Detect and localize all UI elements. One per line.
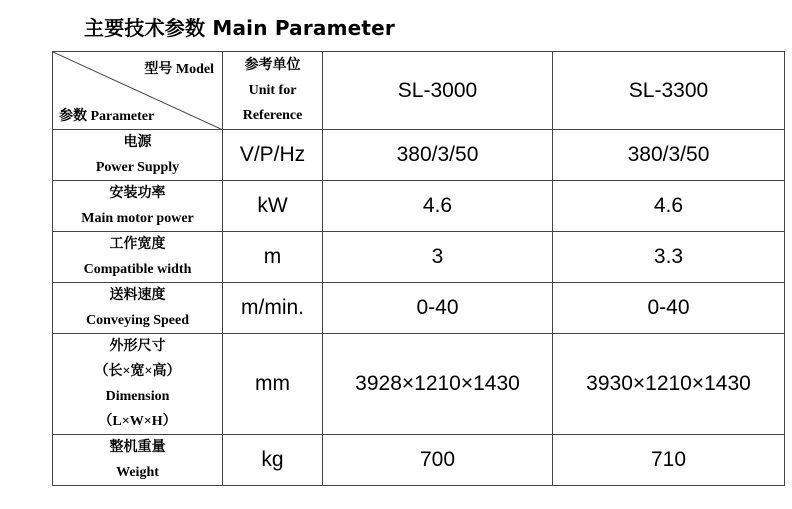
parameter-name-line: （L×W×H） bbox=[98, 414, 177, 429]
parameter-name-line: Power Supply bbox=[95, 160, 180, 175]
value-sl3000-cell: 0-40 bbox=[323, 283, 553, 334]
unit-cell: m bbox=[223, 232, 323, 283]
value-sl3300-cell: 0-40 bbox=[553, 283, 785, 334]
value-sl3000-cell: 3928×1210×1430 bbox=[323, 334, 553, 435]
value-sl3300-cell: 3930×1210×1430 bbox=[553, 334, 785, 435]
parameter-name-line: 送料速度 bbox=[109, 288, 166, 303]
value-sl3300-cell: 3.3 bbox=[553, 232, 785, 283]
parameter-name-line: Dimension bbox=[105, 389, 170, 404]
value-sl3000-cell: 3 bbox=[323, 232, 553, 283]
value-sl3000-cell: 700 bbox=[323, 435, 553, 486]
corner-parameter-label: 参数 Parameter bbox=[59, 109, 155, 124]
parameter-name-line: 电源 bbox=[123, 135, 152, 150]
value-sl3000-cell: 4.6 bbox=[323, 181, 553, 232]
parameter-name-line: 整机重量 bbox=[109, 440, 166, 455]
model-header-sl3000: SL-3000 bbox=[323, 52, 553, 130]
table-row bbox=[53, 181, 785, 232]
page-title: 主要技术参数 Main Parameter bbox=[84, 16, 395, 40]
unit-header-en-1: Unit for bbox=[248, 83, 297, 98]
value-sl3000-cell: 380/3/50 bbox=[323, 130, 553, 181]
corner-model-label: 型号 Model bbox=[144, 62, 214, 77]
table-header-row bbox=[53, 52, 785, 130]
parameter-name-line: （长×宽×高） bbox=[94, 364, 181, 379]
parameter-name-line: Weight bbox=[116, 465, 159, 480]
unit-cell: m/min. bbox=[223, 283, 323, 334]
unit-cell: kW bbox=[223, 181, 323, 232]
unit-cell: kg bbox=[223, 435, 323, 486]
parameter-name-cell bbox=[53, 130, 223, 181]
header-corner-cell bbox=[53, 52, 223, 130]
value-sl3300-cell: 710 bbox=[553, 435, 785, 486]
parameter-name-line: Compatible width bbox=[83, 262, 192, 277]
unit-cell: V/P/Hz bbox=[223, 130, 323, 181]
parameter-name-line: 工作宽度 bbox=[109, 237, 166, 252]
model-header-sl3300: SL-3300 bbox=[553, 52, 785, 130]
parameter-name-line: 外形尺寸 bbox=[109, 339, 166, 354]
unit-header-en-2: Reference bbox=[242, 108, 303, 123]
parameter-name-line: Conveying Speed bbox=[85, 313, 190, 328]
table-row bbox=[53, 232, 785, 283]
parameter-name-line: Main motor power bbox=[81, 211, 194, 226]
unit-header-cn: 参考单位 bbox=[244, 58, 301, 73]
unit-header-cell bbox=[223, 52, 323, 130]
table-row bbox=[53, 435, 785, 486]
parameter-name-line: 安装功率 bbox=[109, 186, 166, 201]
table-row bbox=[53, 334, 785, 435]
main-parameter-table bbox=[52, 51, 785, 486]
table-row bbox=[53, 130, 785, 181]
parameter-name-cell bbox=[53, 283, 223, 334]
value-sl3300-cell: 4.6 bbox=[553, 181, 785, 232]
table-row bbox=[53, 283, 785, 334]
parameter-name-cell bbox=[53, 232, 223, 283]
parameter-name-cell bbox=[53, 435, 223, 486]
parameter-name-cell bbox=[53, 181, 223, 232]
unit-cell: mm bbox=[223, 334, 323, 435]
value-sl3300-cell: 380/3/50 bbox=[553, 130, 785, 181]
table-body bbox=[53, 130, 785, 486]
parameter-name-cell bbox=[53, 334, 223, 435]
